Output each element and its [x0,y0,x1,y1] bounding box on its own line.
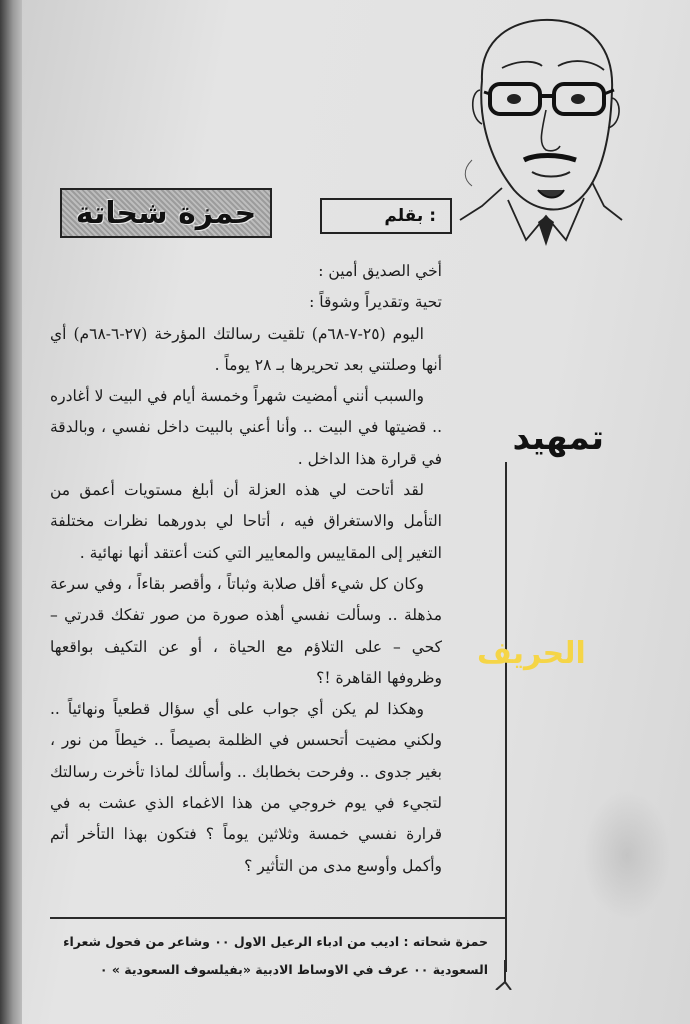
byline-box [320,198,452,234]
author-footnote [32,928,488,984]
author-name-box [60,188,272,238]
paper-smudge [582,790,672,920]
author-name: حمزة شحاتة [75,195,257,231]
page-binding-edge [0,0,22,1024]
paragraph: وكان كل شيء أقل صلابة وثباتاً ، وأقصر بقاءاً ، وفي سرعة مذهلة .. وسألت نفسي أهذه صورة من صور تفكك قدرتي – كحي – على التلاؤم مع الحياة ، أو عن التكيف بواقعها وظروفها القاهرة !؟ [50,574,442,687]
author-portrait-sketch [442,10,632,250]
greeting: تحية وتقديراً وشوقاً : [309,293,442,312]
footnote-line: حمزة شحاته : اديب من ادباء الرعيل الاول ٠٠ وشاعر من فحول شعراء [63,934,488,949]
horizontal-rule [50,917,506,919]
paragraph: والسبب أنني أمضيت شهراً وخمسة أيام في البيت لا أغادره .. قضيتها في البيت .. وأنا أعني بالبيت داخل نفسي ، وبالدقة في قرارة هذا الداخل . [50,387,442,468]
byline-label: بقلم : [384,206,436,226]
paragraph: وهكذا لم يكن أي جواب على أي سؤال قطعياً ونهائياً .. ولكني مضيت أتحسس في الظلمة بصيصاً .. خيطاً من نور ، بغير جدوى .. وفرحت بخطابك .. وأسألك لماذا تأخرت رسالتك لتجيء في يوم خروجي من هذا الاغماء الذي عشت به في قرارة نفسي خمسة وثلاثين يوماً ؟ فتكون بهذا التأخر أتم وأكمل وأوسع مدى من التأثير ؟ [50,700,442,875]
watermark-text: الحريف [477,636,586,671]
paragraph: لقد أتاحت لي هذه العزلة أن أبلغ مستويات أعمق من التأمل والاستغراق فيه ، أتاحا لي بدورهما نظرات مختلفة التغير إلى المقاييس والمعايير التي كنت أعتقد أنها نهائية . [50,481,442,562]
footnote-line: السعودية ٠٠ عرف في الاوساط الادبية «بفيلسوف السعودية » ٠ [99,962,488,977]
vertical-rule [505,462,507,972]
book-page [22,0,690,1024]
salutation: أخي الصديق أمين : [318,262,442,280]
letter-body [50,256,442,882]
paragraph: اليوم (٢٥-٧-٦٨م) تلقيت رسالتك المؤرخة (٢٧-٦-٦٨م) أي أنها وصلتني بعد تحريرها بـ ٢٨ يوماً . [50,324,442,374]
section-title: تمهيد [512,418,604,458]
